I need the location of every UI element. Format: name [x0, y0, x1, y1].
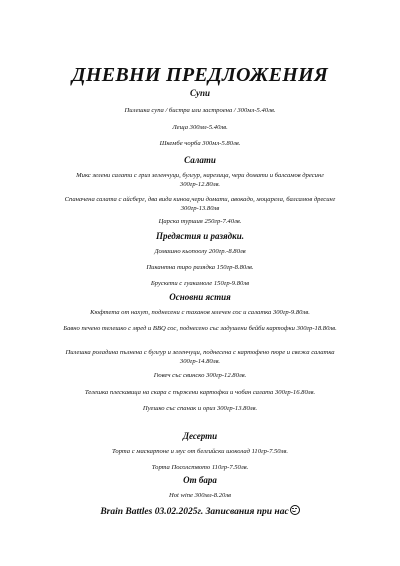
event-announcement-text: Brain Battles 03.02.2025г. Записвания при нас	[100, 507, 289, 517]
menu-item-slow-roast-veal: Бавно печено телешко с мред и BBQ сос, поднесено със задушени бейби картофки 300гр-18.80лв.	[63, 325, 337, 332]
menu-item-soup-tripe: Шкембе чорба 300мл-5.80лв.	[159, 140, 241, 147]
section-heading-salads: Салати	[184, 155, 216, 165]
smiley-face-icon	[290, 505, 300, 515]
menu-item-soup-lentil: Леща 300мл-5.40лв.	[172, 124, 228, 131]
section-heading-starters: Предястия и разядки.	[156, 231, 244, 241]
section-heading-soups: Супи	[189, 88, 210, 98]
section-heading-desserts: Десерти	[182, 431, 218, 441]
menu-item-tiro-spread: Пикантна тиро разядка 150гр-8.80лв.	[146, 264, 254, 271]
menu-item-pork-stew: Гювеч със свинско 300гр-12.80лв.	[153, 372, 247, 379]
menu-item-chickpea-meatballs: Кюфтета от нахут, поднесени с таханов млечен сос и салатка 300гр-9.80лв.	[90, 309, 310, 316]
section-heading-bar: От бара	[183, 475, 217, 485]
menu-item-salad-pickles: Царска туршия 250гр-7.40лв.	[158, 218, 242, 225]
menu-item-mascarpone-cake: Торта с маскарпоне и мус от белгийски шоколад 110гр-7.50лв.	[112, 448, 288, 455]
menu-item-hot-wine: Hot wine 300мл-8.20лв	[168, 492, 232, 499]
menu-item-turkey-spinach: Пуешко със спанак и ориз 300гр-13.80лв.	[142, 405, 258, 412]
menu-item-salad-mix: Микс зелени салати с гриз зеленчуци, булгур, нарезица, чери домати и балсамов дресинг 300гр-12.80лв.	[76, 172, 324, 188]
page-title: ДНЕВНИ ПРЕДЛОЖЕНИЯ	[71, 64, 329, 86]
event-announcement	[0, 505, 400, 517]
menu-item-pleskavica: Телешка плескавица на скара с пържени картофки и чобан салата 300гр-16.80лв.	[84, 389, 316, 396]
menu-item-salad-spinach: Спаначена салата с айсберг, два вида киноа,чери домати, авокадо, моцарела, балсамов дресинг 300гр-13.80лв	[64, 196, 336, 212]
menu-item-embassy-cake: Торта Посолството 110гр-7.50лв.	[151, 464, 249, 471]
menu-item-kyopoolu: Домашно кьопоолу 200гр.-8.80лв	[154, 248, 246, 255]
menu-item-bruschetta: Брускети с гуакамоле 150гр-9.80лв	[150, 280, 250, 287]
menu-item-chicken-roll: Пилешка роладина пълнена с булгур и зеленчуци, поднесена с картофено пюре и свежа салатка 300гр-14.80лв.	[65, 349, 335, 365]
menu-item-soup-chicken: Пилешка супа / бистра или застроена / 300мл-5.40лв.	[124, 107, 276, 114]
section-heading-mains: Основни ястия	[169, 292, 231, 302]
